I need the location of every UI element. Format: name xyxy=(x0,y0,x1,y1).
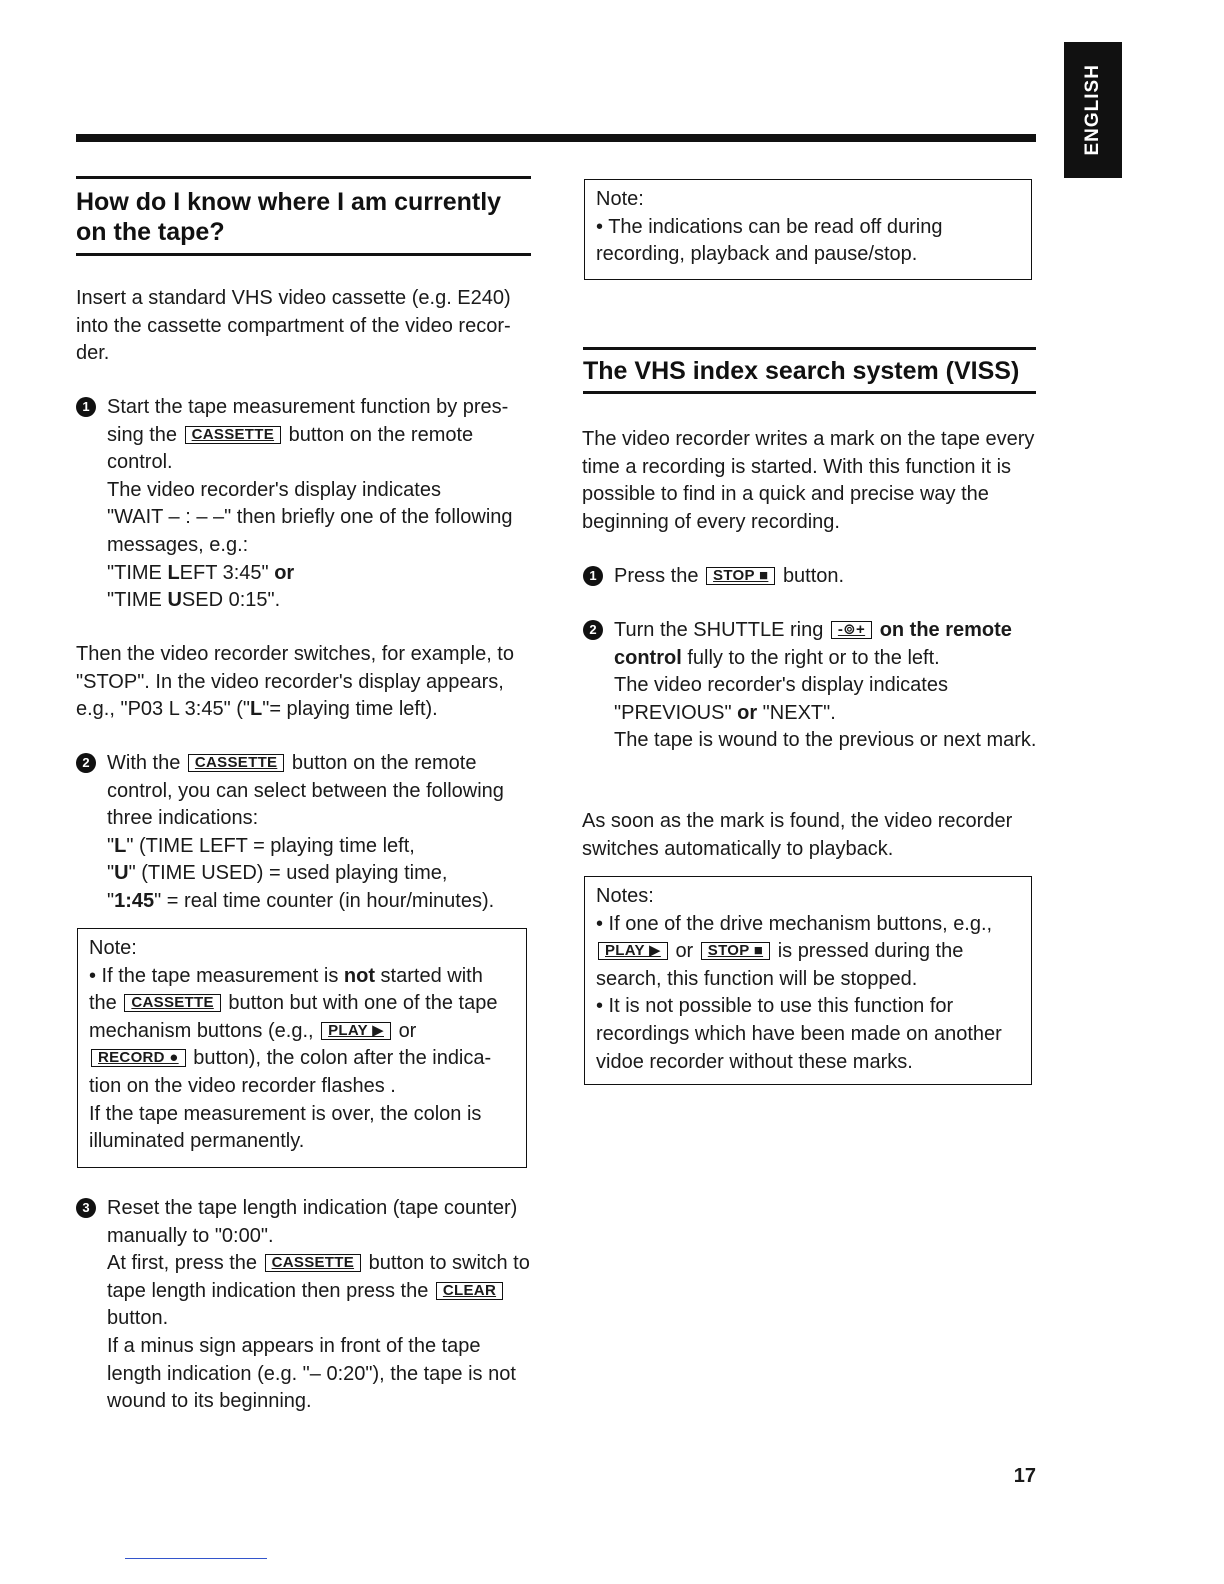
step3-text-3: If a minus sign appears in front of the tape length indication (e.g. "– 0:20"), the tape is not wound to its beginning. xyxy=(107,1334,516,1413)
step-number-3: 3 xyxy=(76,1198,96,1218)
step2-option-counter: "1:45" = real time counter (in hour/minutes). xyxy=(107,889,495,912)
right-heading: The VHS index search system (VISS) xyxy=(583,357,1020,385)
step-number-2: 2 xyxy=(583,620,603,640)
step-number-1: 1 xyxy=(583,566,603,586)
note1-text: • If the tape measurement is not started with the CASSETTE button but with one of the tape mechanism buttons (e.g., PLAY ▶ or RECORD ● button), the colon after the indica-tion on the video recorder flashes . xyxy=(89,964,498,1097)
stop-key: STOP ■ xyxy=(701,942,770,960)
left-step-2 xyxy=(76,750,536,916)
left-intro: Insert a standard VHS video cassette (e.g. E240) into the cassette compartment of the video recor-der. xyxy=(76,287,511,365)
play-key: PLAY ▶ xyxy=(598,942,668,960)
left-para-2: Then the video recorder switches, for example, to "STOP". In the video recorder's display appears, e.g., "P03 L 3:45" ("L"= playing time left). xyxy=(76,643,514,721)
step1-text: Start the tape measurement function by pres-sing the CASSETTE button on the remote control. xyxy=(107,396,509,474)
step-number-1: 1 xyxy=(76,397,96,417)
step3-text-2: At first, press the CASSETTE button to switch to tape length indication then press the CLEAR button. xyxy=(107,1252,530,1330)
footer-line xyxy=(125,1558,267,1559)
left-step-1 xyxy=(76,394,536,615)
cassette-key: CASSETTE xyxy=(265,1254,361,1272)
notes-text-2: • It is not possible to use this function for recordings which have been made on another vidoe recorder without these marks. xyxy=(596,995,1002,1073)
step1-wait: "WAIT – : – –" then briefly one of the following messages, e.g.: xyxy=(107,506,513,556)
right-step2-text: Turn the SHUTTLE ring -⊚+ on the remote control fully to the right or to the left. xyxy=(614,619,1012,669)
step1-time-used: "TIME USED 0:15". xyxy=(107,589,281,612)
shuttle-ring-key: -⊚+ xyxy=(831,621,872,639)
stop-key: STOP ■ xyxy=(706,567,775,585)
cassette-key: CASSETTE xyxy=(124,994,220,1012)
right-step2-wound: The tape is wound to the previous or next mark. xyxy=(614,729,1037,752)
cassette-key: CASSETTE xyxy=(185,426,281,444)
left-section-header xyxy=(76,176,531,256)
left-heading-line1: How do I know where I am currently xyxy=(76,188,502,216)
notes-text-1: • If one of the drive mechanism buttons, e.g., PLAY ▶ or STOP ■ is pressed during the search, this function will be stopped. xyxy=(596,912,993,990)
right-notes-box xyxy=(584,876,1032,1085)
step2-option-u: "U" (TIME USED) = used playing time, xyxy=(107,862,448,885)
step2-option-l: "L" (TIME LEFT = playing time left, xyxy=(107,834,415,857)
heading-rule-bottom xyxy=(583,391,1036,394)
step-number-2: 2 xyxy=(76,753,96,773)
clear-key: CLEAR xyxy=(436,1282,503,1300)
language-tab-label: ENGLISH xyxy=(1082,64,1104,156)
left-heading xyxy=(76,179,531,247)
cassette-key: CASSETTE xyxy=(188,754,284,772)
note1-text-2: If the tape measurement is over, the colon is illuminated permanently. xyxy=(89,1102,482,1153)
right-note-title: Note: xyxy=(596,188,644,210)
left-heading-line2: on the tape? xyxy=(76,218,225,246)
play-key: PLAY ▶ xyxy=(321,1022,391,1040)
right-section-header xyxy=(583,347,1036,394)
record-key: RECORD ● xyxy=(91,1049,186,1067)
right-note-top xyxy=(584,179,1032,280)
right-intro: The video recorder writes a mark on the tape every time a recording is started. With this function it is possible to find in a quick and precise way the beginning of every recording. xyxy=(582,428,1035,533)
left-note-box xyxy=(77,928,527,1168)
step1-display: The video recorder's display indicates xyxy=(107,478,441,501)
right-step1-text: Press the STOP ■ button. xyxy=(614,565,845,587)
notes-title: Notes: xyxy=(596,885,654,907)
heading-rule-bottom xyxy=(76,253,531,256)
right-step-1 xyxy=(583,563,1038,591)
right-para: As soon as the mark is found, the video recorder switches automatically to playback. xyxy=(582,810,1013,860)
page-number: 17 xyxy=(1013,1465,1036,1487)
right-step2-display: The video recorder's display indicates "PREVIOUS" or "NEXT". xyxy=(614,674,948,724)
step3-text: Reset the tape length indication (tape counter) manually to "0:00". xyxy=(107,1197,518,1247)
top-rule xyxy=(76,134,1036,142)
right-note-text: • The indications can be read off during recording, playback and pause/stop. xyxy=(596,215,943,266)
language-tab xyxy=(1064,42,1122,178)
note1-title: Note: xyxy=(89,937,137,959)
step1-time-left: "TIME LEFT 3:45" or xyxy=(107,561,295,584)
step2-text: With the CASSETTE button on the remote control, you can select between the following three indications: xyxy=(107,752,504,830)
right-step-2 xyxy=(583,617,1038,755)
left-step-3 xyxy=(76,1195,536,1416)
